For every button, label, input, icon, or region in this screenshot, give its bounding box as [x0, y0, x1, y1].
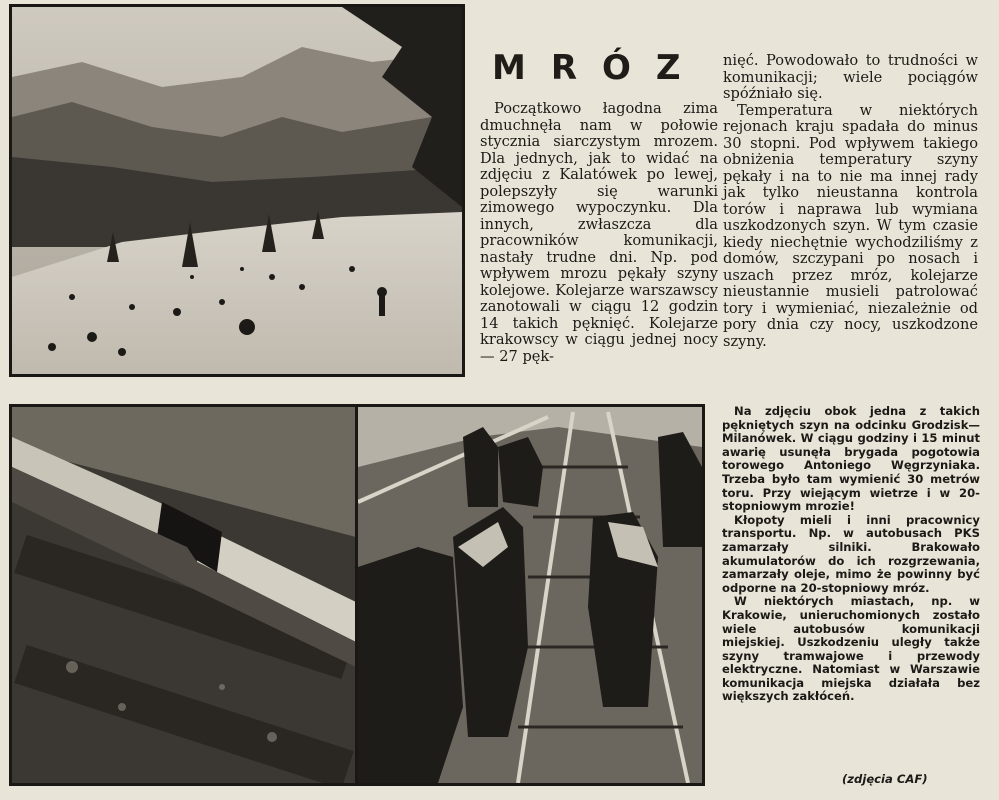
- track-workers-image: [358, 407, 702, 783]
- caption-paragraph: Kłopoty mieli i inni pracownicy transportu. Np. w autobusach PKS zamarzały silniki. Brakowało akumulatorów do ich rozgrzewania, zamarzały oleje, mimo że powinny być odporne na 20-stopniowy mróz.: [722, 512, 980, 595]
- track-workers-photo: [355, 404, 705, 786]
- photo-credit: (zdjęcia CAF): [842, 772, 928, 786]
- paragraph: Początkowo łagodna zima dmuchnęła nam w połowie stycznia siarczystym mrozem. Dla jednych, jak to widać na zdjęciu z Kalatówek po lewej, polepszyły się warunki zimowego wypoczynku. Dla innych, zwłaszcza dla pracowników komunikacji, nastały trudne dni. Np. pod wpływem mrozu pękały szyny kolejowe. Kolejarze warszawscy zanotowali w ciągu 12 godzin 14 takich pęknięć. Kolejarze krakowscy w ciągu jednej nocy — 27 pęk-: [480, 100, 718, 365]
- article-column-right: [723, 53, 978, 350]
- paragraph: Temperatura w niektórych rejonach kraju spadała do minus 30 stopni. Pod wpływem takiego obniżenia temperatury szyny pękały i na to nie ma innej rady jak tylko nieustanna kontrola torów i naprawa lub wymiana uszkodzonych szyn. W tym czasie kiedy niechętnie wychodziliśmy z domów, szczypani po nosach i uszach przez mróz, kolejarze nieustannie musieli patrolować tory i wymieniać, niezależnie od pory dnia czy nocy, uszkodzone szyny.: [723, 101, 978, 350]
- ski-slope-image: [12, 7, 462, 374]
- paragraph: nięć. Powodowało to trudności w komunikacji; wiele pociągów spóźniało się.: [723, 52, 978, 102]
- cracked-rail-image: [12, 407, 356, 783]
- caption-paragraph: W niektórych miastach, np. w Krakowie, unieruchomionych zostało wiele autobusów komunikacji miejskiej. Uszkodzeniu uległy także szyny tramwajowe i przewody elektryczne. Natomiast w Warszawie komunikacja miejska działała bez większych zakłóceń.: [722, 594, 980, 704]
- cracked-rail-photo: [9, 404, 359, 786]
- caption-paragraph: Na zdjęciu obok jedna z takich pękniętych szyn na odcinku Grodzisk—Milanówek. W ciągu godziny i 15 minut awarię usunęła brygada pogotowia torowego Antoniego Węgrzyniaka. Trzeba było tam wymienić 30 metrów toru. Przy wiejącym wietrze i w 20-stopniowym mrozie!: [722, 404, 980, 514]
- photo-caption-column: [722, 405, 980, 704]
- ski-slope-photo: [9, 4, 465, 377]
- article-title: MRÓZ: [492, 48, 706, 88]
- article-column-middle: [480, 101, 718, 365]
